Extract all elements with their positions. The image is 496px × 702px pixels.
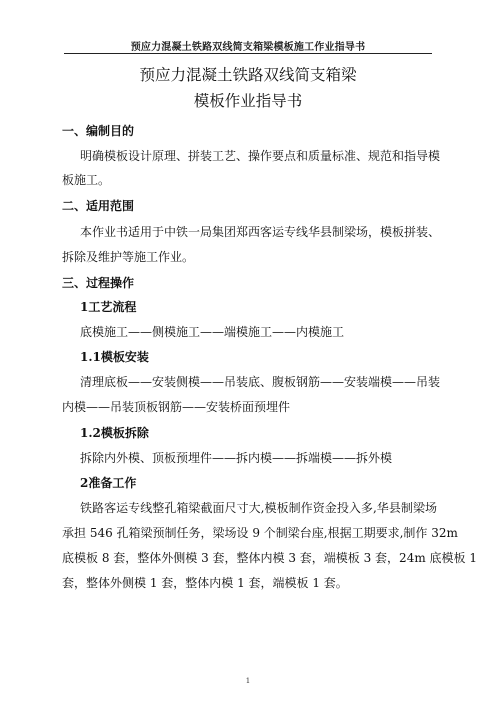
section-heading-purpose: 一、编制目的 <box>62 124 135 138</box>
preparation-line-1: 铁路客运专线整孔箱梁截面尺寸大,模板制作资金投入多,华县制梁场 <box>80 501 437 515</box>
subheading-formwork-removal: 1.2模板拆除 <box>80 426 149 440</box>
preparation-line-2: 承担 546 孔箱梁预制任务，梁场设 9 个制梁台座,根据工期要求,制作 32m <box>62 526 458 540</box>
purpose-paragraph-line-1: 明确模板设计原理、拼装工艺、操作要点和质量标准、规范和指导模 <box>80 149 441 163</box>
section-heading-process: 三、过程操作 <box>62 276 135 290</box>
preparation-line-3: 底模板 8 套，整体外侧模 3 套，整体内模 3 套，端模板 3 套，24m 底模板 1 <box>62 551 477 565</box>
process-flow-text: 底模施工——侧模施工——端模施工——内模施工 <box>80 325 345 339</box>
subheading-formwork-install: 1.1模板安装 <box>80 350 149 364</box>
document-title-line-2: 模板作业指导书 <box>193 92 303 110</box>
section-heading-scope: 二、适用范围 <box>62 199 135 213</box>
formwork-install-line-1: 清理底板——安装侧模——吊装底、腹板钢筋——安装端模——吊装 <box>80 375 441 389</box>
formwork-install-line-2: 内模——吊装顶板钢筋——安装桥面预埋件 <box>62 400 291 414</box>
running-header: 预应力混凝土铁路双线简支箱梁模板施工作业指导书 <box>130 42 366 53</box>
preparation-line-4: 套，整体外侧模 1 套，整体内模 1 套，端模板 1 套。 <box>62 576 348 590</box>
document-title-line-1: 预应力混凝土铁路双线简支箱梁 <box>139 66 357 84</box>
purpose-paragraph-line-2: 板施工。 <box>62 173 111 187</box>
scope-paragraph-line-1: 本作业书适用于中铁一局集团郑西客运专线华县制梁场，模板拼装、 <box>80 225 441 239</box>
scope-paragraph-line-2: 拆除及维护等施工作业。 <box>62 250 195 264</box>
subheading-process-flow: 1工艺流程 <box>80 300 137 314</box>
page-number: 1 <box>245 677 251 685</box>
header-rule <box>64 53 432 54</box>
formwork-removal-text: 拆除内外模、顶板预埋件——拆内模——拆端模——拆外模 <box>80 451 393 465</box>
subheading-preparation: 2准备工作 <box>80 476 137 490</box>
